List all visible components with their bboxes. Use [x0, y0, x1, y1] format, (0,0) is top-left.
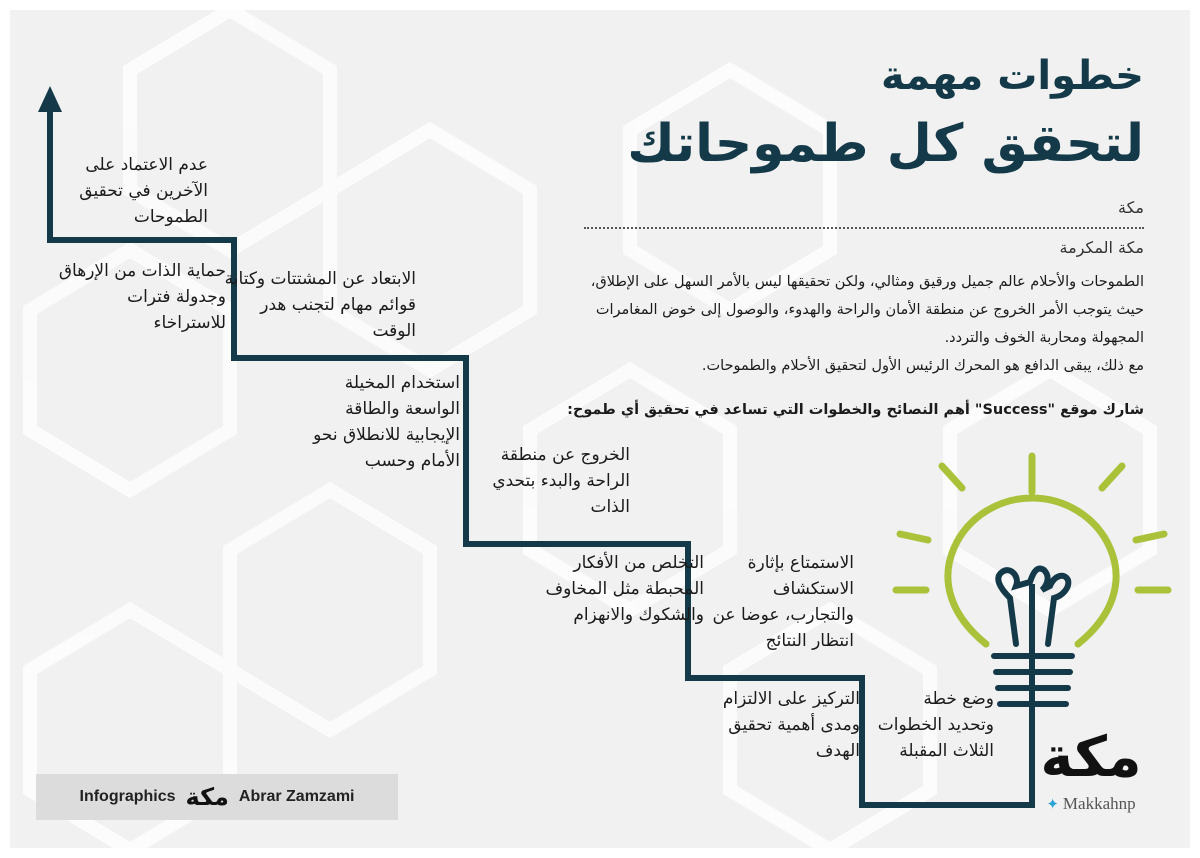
step-6-text: استخدام المخيلة الواسعة والطاقة الإيجابية للانطلاق نحو الأمام وحسب — [313, 373, 460, 471]
credit-infographics: Infographics — [79, 788, 176, 805]
intro-paragraph — [584, 268, 1144, 380]
title-line-2: لتحقق كل طموحاتك — [627, 114, 1144, 174]
intro-text-2: مع ذلك، يبقى الدافع هو المحرك الرئيس الأول لتحقيق الأحلام والطموحات. — [701, 358, 1144, 374]
dateline-location: مكة المكرمة — [1059, 238, 1144, 257]
handle-text: Makkahnp — [1062, 794, 1136, 813]
step-8-text: حماية الذات من الإرهاق وجدولة فترات للاستراخاء — [58, 261, 226, 333]
share-line: شارك موقع "Success" أهم النصائح والخطوات التي تساعد في تحقيق أي طموح: — [567, 402, 1144, 418]
step-2-text: التركيز على الالتزام ومدى أهمية تحقيق الهدف — [722, 689, 860, 761]
credit-logo: مكة — [185, 783, 229, 811]
step-1-text: وضع خطة وتحديد الخطوات الثلاث المقبلة — [877, 689, 994, 761]
credit-bar — [36, 774, 398, 820]
step-4-text: التخلص من الأفكار المحبطة مثل المخاوف والشكوك والانهزام — [545, 553, 704, 625]
dateline-city: مكة — [1118, 198, 1144, 217]
step-9-text: عدم الاعتماد على الآخرين في تحقيق الطموحات — [79, 155, 208, 227]
infographic-canvas — [10, 10, 1190, 848]
step-5-text: الخروج عن منطقة الراحة والبدء بتحدي الذات — [492, 445, 630, 517]
twitter-handle — [1016, 794, 1166, 814]
step-7-text: الابتعاد عن المشتتات وكتابة قوائم مهام لتجنب هدر الوقت — [224, 269, 416, 341]
title-line-1: خطوات مهمة — [881, 53, 1144, 99]
step-3-text: الاستمتاع بإثارة الاستكشاف والتجارب، عوضا عن انتظار النتائج — [712, 553, 854, 651]
dotted-divider — [584, 227, 1144, 229]
intro-text: الطموحات والأحلام عالم جميل ورقيق ومثالي، ولكن تحقيقها ليس بالأمر السهل على الإطلاق، حيث يتوجب الأمر الخروج عن منطقة الأمان والراحة والهدوء، والوصول إلى خوض المغامرات المجهولة ومحاربة الخوف والتردد. — [590, 274, 1144, 346]
credit-author: Abrar Zamzami — [238, 788, 355, 805]
brand-logo: مكة — [1040, 725, 1142, 790]
twitter-bird-icon: ✦ — [1046, 797, 1059, 813]
